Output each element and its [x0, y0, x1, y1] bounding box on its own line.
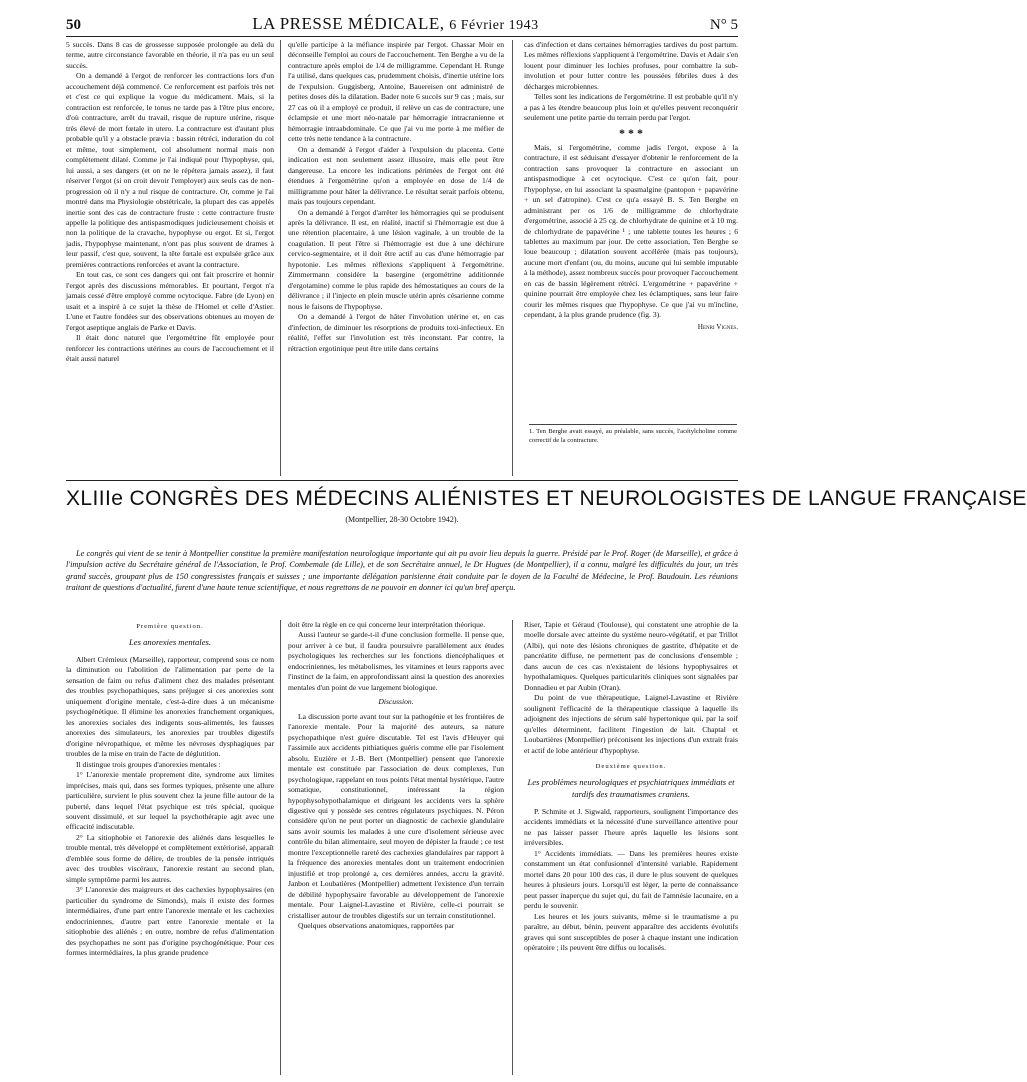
- paragraph: 1° L'anorexie mentale proprement dite, syndrome aux limites imprécises, mais qui, dans ses formes typiques, présente une allure particulière, survient le plus souvent chez la jeune fille autour de la puberté, dans lequel l'état psychique est très spécial, quoique souvent dissimulé, et sur lequel la psychothérapie agit avec une efficacité indiscutable.: [66, 770, 274, 832]
- author-signature: Henri Vignes.: [697, 322, 738, 331]
- congress-subtitle: (Montpellier, 28-30 Octobre 1942).: [345, 515, 459, 524]
- column-separator: [512, 40, 513, 476]
- column-separator: [280, 40, 281, 476]
- paragraph: 2° La sitiophobie et l'anorexie des aliénés dans lesquelles le trouble mental, très développé et complètement extériorisé, apparaît d'emblée sous forme de délire, de troubles de la pensée intriqués avec des troubles viscéraux, l'anorexie restant au second plan, simple symptôme parmi les autres.: [66, 832, 274, 884]
- masthead: [252, 14, 538, 34]
- paragraph: Mais, si l'ergométrine, comme jadis l'ergot, expose à la contracture, il est séduisant d'essayer d'obtenir le renforcement de la contraction sans provoquer la contracture en associant un antispasmodique à cet ocytocique. C'est ce qu'on fait, pour l'hypophyse, en lui associant la spasmalgine (pantopon + papavérine + un sel d'atropine). C'est ce qu'a essayé B. S. Ten Berghe en administrant per os 1/6 de milligramme de chlorhydrate d'ergométrine, associé à 25 cg. de chlorhydrate de quinine et à 10 mg. de chlorhydrate de papavérine ¹ ; une tablette toutes les heures ; 6 tablettes au maximum par jour. De cette association, Ten Berghe se loue beaucoup ; dilatation souvent accélérée (mais pas toujours), aucune mort d'enfant (ou, du moins, aucune qui lui semble imputable à la méthode), assez nombreux succès pour provoquer l'accouchement en cas de bassin légèrement rétréci. L'ergométrine + papavérine + quinine pourrait être employée chez les éclamptiques, sans leur faire courir les mêmes risques que l'hypophyse. Ce que j'ai vu m'incline, cependant, à la plus grande prudence (fig. 3).: [524, 142, 738, 320]
- section-label: Deuxième question.: [595, 763, 667, 771]
- paragraph: On a demandé à l'ergot d'aider à l'expulsion du placenta. Cette indication est non seulement assez illusoire, mais elle peut être dangereuse. La encore les indications périmées de l'ergot ont été étendues à l'ergométrine qu'on a employée en dose de 1/4 de milligramme pour hâter la délivrance. Le résultat serait parfois obtenu, mais pas toujours cependant.: [288, 144, 504, 207]
- paragraph: Quelques observations anatomiques, rapportées par: [298, 921, 455, 931]
- paragraph: P. Schmite et J. Sigwald, rapporteurs, soulignent l'importance des accidents immédiats et la nécessité d'une surveillance attentive pour ne pas laisser passer l'heure après laquelle les lésions sont irréversibles.: [524, 806, 738, 848]
- page-header: [66, 14, 738, 36]
- paragraph: La discussion porte avant tout sur la pathogénie et les frontières de l'anorexie mentale. Pour la majorité des auteurs, sa nature psychopathique n'est guère discutable. Tel est l'avis d'Heuyer qui l'assimile aux accidents pithiatiques guéris comme elle par l'isolement absolu. Euzière et J.-B. Bert (Montpellier) pensent que l'anorexie mentale est constituée par l'association de deux complexes, l'un psychologique, rappelant en tous points l'état mental hystérique, l'autre somatique, constitutionnel, intéressant la région hypophysohypothalamique et dirigeant les accidents vers la sphère digestive qui y possède ses centres régulateurs psychiques. N. Péron considère qu'on ne peut porter un diagnostic de cachexie glandulaire sans avoir soumis les malades à une cure d'isolement sérieuse avec contrôle du bilan alimentaire, seul moyen de dépister la fraude ; ce test montre l'exceptionnelle rareté des cachexies glandulaires par rapport à la fréquence des anorexies mentales dont un traitement endocrinien injustifié et trop prolongé a, ces dernières années, accru la gravité. Janbon et Loubatières (Montpellier) admettent l'existence d'un terrain de débilité hypophysaire favorable au développement de l'anorexie mentale. Pour Laignel-Lavastine et Rivière, celle-ci pourrait se cristalliser autour de troubles digestifs sur un terrain constitutionnel.: [288, 711, 504, 920]
- section-title: Les anorexies mentales.: [128, 637, 212, 648]
- congress-column-2: [288, 620, 504, 1075]
- paragraph: 1° Accidents immédiats. — Dans les premières heures existe constamment un état confusionnel d'intensité variable. Rapidement mortel dans 20 pour 100 des cas, il dure le plus souvent de quelques heures à plusieurs jours. Lorsqu'il est léger, la perte de connaissance peut passer inaperçue du sujet qui, du fait de l'amnésie lacunaire, en a perdu le souvenir.: [524, 848, 738, 911]
- paragraph: qu'elle participe à la méfiance inspirée par l'ergot. Chassar Moir en déconseille l'emploi au cours de l'accouchement. Ten Berghe a vu de la contracture après emploi de 1/4 de milligramme. Cependant H. Runge l'a utilisé, dans quelques cas, prudemment choisis, d'inertie utérine lors de l'expulsion. Guggisberg, Antoine, Bauereisen ont administré de petites doses dès la dilatation. Bader note 6 succès sur 9 cas ; mais, sur 27 cas où il a employé ce produit, il relève un cas de contracture, une éclampsie et une mort néo-natale par hémorragie intracranienne et hémorragie intraabdominale. Ce que j'ai vu me porte à me méfier de cette très nette tendance à la contracture.: [288, 40, 504, 144]
- section-rule: [66, 480, 738, 481]
- section-title: Les problèmes neurologiques et psychiatriques immédiats et tardifs des traumatismes craniens.: [527, 777, 735, 800]
- paragraph: Il distingue trois groupes d'anorexies mentales :: [76, 759, 221, 769]
- congress-title: XLIIIe CONGRÈS DES MÉDECINS ALIÉNISTES ET NEUROLOGISTES DE LANGUE FRANÇAISE: [66, 487, 1027, 510]
- issue-date: 6 Février 1943: [449, 18, 539, 33]
- paragraph: Aussi l'auteur se garde-t-il d'une conclusion formelle. Il pense que, pour arriver à ce but, il faudra poursuivre parallèlement aux études psychologiques les recherches sur les fonctions diencéphaliques et endocriniennes, les métabolismes, les vitamines et leurs rapports avec l'instinct de la faim, en approfondissant ainsi la question des anorexies mentales d'un point de vue largement biologique.: [288, 630, 504, 692]
- article-column-3: [524, 40, 738, 422]
- paragraph: On a demandé à l'ergot de renforcer les contractions lors d'un accouchement déjà commencé. Ce renforcement est parfois très net et c'est ce qui explique la vogue du médicament. Mais, si la contraction est renforcée, le tonus ne tarde pas à l'être plus encore, d'où contracture, arrêt du travail, risque de rupture utérine, risque très élevé de mort fœtale in utero. La contracture est d'autant plus probable qu'il y a obstacle prævia : bassin rétréci, induration du col et même, tout simplement, col absolument normal mais non complètement dilaté. Comme je l'ai indiqué pour l'hypophyse, qui, lui aussi, a ses dangers (et on ne le répétera jamais assez), il faut réserver l'ergot (si on croit devoir l'employer) aux seuls cas de non-progression où il n'y a nul risque de contracture. Or, comme je l'ai montré dans ma Physiologie obstétricale, la plupart des cas appelés inertie sont des cas de contracture fruste : cette contracture fruste appelle la politique des antispasmodiques judicieusement choisis et non la politique de la cravache, hypophyse ou ergot. Et si, l'ergot jadis, l'hypophyse maintenant, n'ont pas plus souvent de drames à leur passif, c'est que, souvent, la tête fœtale est expulsée grâce aux premières contractions renforcées et avant la contracture.: [66, 71, 274, 269]
- header-rule: [66, 36, 738, 37]
- paragraph: Telles sont les indications de l'ergométrine. Il est probable qu'il n'y a pas à les étendre beaucoup plus loin et qu'elles peuvent reconquérir seulement une petite partie du terrain perdu par l'ergot.: [524, 92, 738, 123]
- paragraph: En tout cas, ce sont ces dangers qui ont fait proscrire et honnir l'ergot après des discussions mémorables. Et pourtant, l'ergot n'a jamais cessé d'être employé comme ocytocique. Fabre (de Lyon) en usait et a inspiré à ce sujet la thèse de l'Homel et celle d'Astier. L'une et l'autre fondées sur des observations obtenues au moyen de l'ergot aseptique anglais de Parke et Davis.: [66, 270, 274, 332]
- paragraph: Du point de vue thérapeutique, Laignel-Lavastine et Rivière soulignent l'efficacité de la thérapeutique classique à laquelle ils adjoignent des injections de sérum salé hypertonique qui, par la soif qu'elles déterminent, facilitent l'ingestion de lait. Chaptal et Loubartières (Montpellier) préconisent les injections d'un extrait frais et actif de lobe antérieur d'hypophyse.: [524, 693, 738, 755]
- article-column-1: [66, 40, 274, 476]
- section-label: Première question.: [136, 623, 204, 630]
- issue-number: N° 5: [709, 17, 738, 33]
- subsection-heading: Discussion.: [378, 697, 414, 707]
- congress-intro: Le congrès qui vient de se tenir à Montpellier constitue la première manifestation neurologique importante qui ait pu avoir lieu depuis la guerre. Présidé par le Prof. Roger (de Marseille), et grâce à l'impulsion active du Secrétaire général de l'Association, le Prof. Combemale (de Lille), et de son Secrétaire annuel, le Dr Hugues (de Montpellier), il a connu, malgré les difficultés du jour, un très grand succès, groupant plus de 150 congressistes français et suisses ; une importante délégation parisienne était conduite par le doyen de la Faculté de Médecine, le Prof. Baudouin. Les réunions traitant de questions d'actualité, furent d'une haute tenue scientifique, et nous regrettons de ne pouvoir en donner ici qu'un bref aperçu.: [66, 549, 738, 593]
- paragraph: 3° L'anorexie des maigreurs et des cachexies hypophysaires (en particulier du syndrome de Simonds), mais il existe des formes intermédiaires, d'une part entre l'anorexie mentale et les cachexies endocriniennes, d'autre part entre l'anorexie mentale et la sitiophobie des aliénés ; en outre, nombre de refus d'alimentation des psychopathes ne sont pas d'origine psychogénétique. Pour ces formes intermédiaires, la plus grande prudence: [66, 885, 274, 958]
- paragraph: Il était donc naturel que l'ergométrine fût employée pour renforcer les contractions utérines au cours de l'accouchement et il était aussi naturel: [66, 333, 274, 364]
- column-separator: [512, 620, 513, 1075]
- footnote: 1. Ten Berghe avait essayé, au préalable, sans succès, l'acétylcholine comme correctif de la contracture.: [529, 424, 737, 445]
- congress-column-1: [66, 620, 274, 1075]
- page-number: 50: [66, 17, 81, 33]
- paragraph: On a demandé à l'ergot de hâter l'involution utérine et, en cas d'infection, de diminuer les résorptions de produits toxi-infectieux. En réalité, l'effet sur l'involution est très inconstant. Par contre, la rétraction ergotinique peut être utile dans certains: [288, 312, 504, 353]
- paragraph: On a demandé à l'ergot d'arrêter les hémorragies qui se produisent après la délivrance. Il est, en réalité, inactif si l'hémorragie est due à une rétention placentaire, à une lésion vaginale, à un trouble de la coagulation. Il peut l'être si l'hémorragie est due à une déchirure cervico-segmentaire, et il doit être actif au cas d'une hémorragie par hypotonie. Les mêmes réflexions s'appliquent à l'ergométrine. Zimmermann considère la basergine (ergométrine additionnée d'ergotamine) comme le plus rapide des hémostatiques au cours de la délivrance ; il l'injecte en plein muscle utérin après césarienne comme nous le faisons de l'hypophyse.: [288, 207, 504, 311]
- section-stars: * * *: [619, 125, 643, 140]
- congress-column-3: [524, 620, 738, 1075]
- column-separator: [280, 620, 281, 1075]
- paragraph: 5 succès. Dans 8 cas de grossesse supposée prolongée au delà du terme, autre circonstance favorable en théorie, il n'a pas eu un seul succès.: [66, 40, 274, 70]
- paragraph: doit être la règle en ce qui concerne leur interprétation théorique.: [288, 620, 486, 629]
- paragraph: cas d'infection et dans certaines hémorragies tardives du post partum. Les mêmes réflexions s'appliquent à l'ergométrine. Davis et Adair s'en louent pour diminuer les lochies profuses, pour combattre la sub-involution et pour lutter contre les poussées fébriles dues à des décharges microbiennes.: [524, 40, 738, 91]
- paragraph: Riser, Tapie et Géraud (Toulouse), qui constatent une atrophie de la moelle dorsale avec atteinte du système neuro-végétatif, et par Trillot (Albi), qui note des lésions chroniques de gastrite, d'hépatite et de pancréatite diffuse, ne permettent pas de conclusions d'ensemble ; dans aucun de ces cas n'existaient de lésions hypophysaires et hypothalamiques. Quelques particularités cliniques sont signalées par Donnadieu et par Aubin (Oran).: [524, 620, 738, 692]
- journal-title: LA PRESSE MÉDICALE,: [252, 14, 445, 33]
- article-column-2: [288, 40, 504, 476]
- paragraph: Les heures et les jours suivants, même si le traumatisme a pu paraître, au début, bénin, peuvent apparaître des accidents évolutifs graves qui sont susceptibles de poser à chaque instant une indication opératoire ; ils peuvent être diffus ou localisés.: [524, 911, 738, 952]
- paragraph: Albert Crémieux (Marseille), rapporteur, comprend sous ce nom la diminution ou l'abolition de l'alimentation par perte de la sensation de faim ou refus d'aliment chez des malades présentant des troubles psychopathiques, sans préjuger si ces anorexies sont uniquement d'origine mentale, c'est-à-dire dues à un mécanisme psychogénétique. Il élimine les anorexies franchement organiques, les anorexies sociales des indigents sous-alimentés, les fausses anorexies des simulateurs, les anorexies par troubles digestifs d'origine névropathique, et même les névroses dysphagiques par troubles de la mise en train de l'acte de déglutition.: [66, 654, 274, 759]
